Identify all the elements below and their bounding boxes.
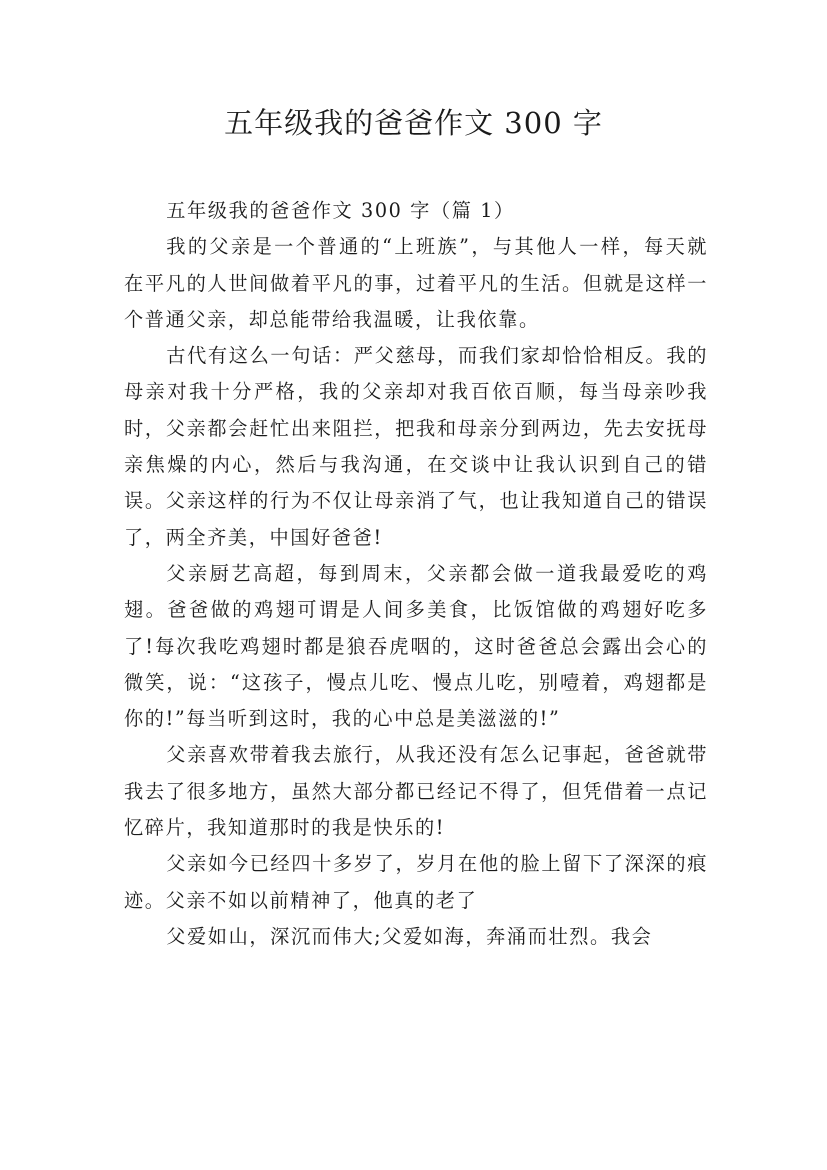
paragraph: 我的父亲是一个普通的“上班族”，与其他人一样，每天就在平凡的人世间做着平凡的事，过着平凡的生活。但就是这样一个普通父亲，却总能带给我温暖，让我依靠。	[124, 235, 708, 331]
paragraph: 父亲如今已经四十多岁了，岁月在他的脸上留下了深深的痕迹。父亲不如以前精神了，他真的老了	[124, 852, 708, 912]
paragraph: 古代有这么一句话：严父慈母，而我们家却恰恰相反。我的母亲对我十分严格，我的父亲却对我百依百顺，每当母亲吵我时，父亲都会赶忙出来阻拦，把我和母亲分到两边，先去安抚母亲焦燥的内心，然后与我沟通，在交谈中让我认识到自己的错误。父亲这样的行为不仅让母亲消了气，也让我知道自己的错误了，两全齐美，中国好爸爸!	[124, 344, 708, 549]
paragraph: 父亲厨艺高超，每到周末，父亲都会做一道我最爱吃的鸡翅。爸爸做的鸡翅可谓是人间多美食，比饭馆做的鸡翅好吃多了!每次我吃鸡翅时都是狼吞虎咽的，这时爸爸总会露出会心的微笑，说：“这孩子，慢点儿吃、慢点儿吃，别噎着，鸡翅都是你的!”每当听到这时，我的心中总是美滋滋的!”	[124, 561, 708, 731]
document-body	[124, 193, 708, 955]
document-title: 五年级我的爸爸作文 300 字	[224, 106, 603, 140]
paragraph: 父爱如山，深沉而伟大;父爱如海，奔涌而壮烈。我会	[166, 924, 653, 948]
section-heading: 五年级我的爸爸作文 300 字（篇 1）	[166, 199, 515, 222]
paragraph: 父亲喜欢带着我去旅行，从我还没有怎么记事起，爸爸就带我去了很多地方，虽然大部分都已经记不得了，但凭借着一点记忆碎片，我知道那时的我是快乐的!	[124, 743, 708, 840]
